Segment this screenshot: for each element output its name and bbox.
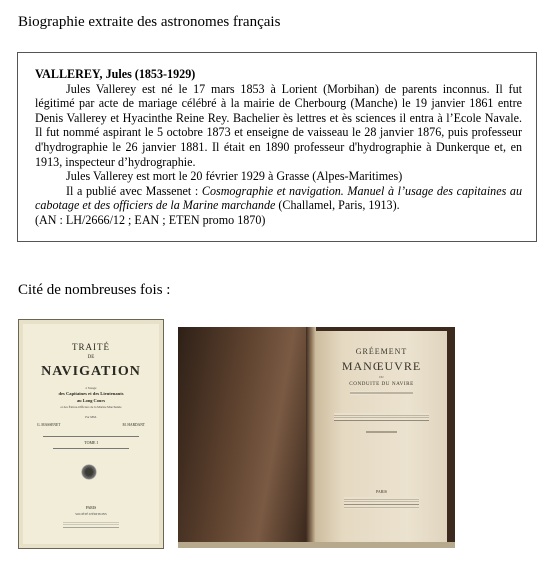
book-cover-traite-de-navigation: [18, 319, 164, 549]
book-photo-greement-manoeuvre: [178, 327, 455, 548]
bio-p3-prefix: Il a publié avec Massenet :: [66, 183, 202, 198]
book2-publisher: PARIS: [376, 489, 387, 494]
cited-heading: Cité de nombreuses fois :: [18, 282, 171, 298]
bio-p3-suffix: (Challamel, Paris, 1913).: [275, 198, 400, 213]
biography-box: [17, 52, 537, 242]
bio-name: VALLEREY, Jules (1853-1929): [35, 67, 196, 81]
bio-paragraph-3: [35, 184, 522, 213]
book1-author1: G. MASSENET: [37, 423, 61, 427]
book2-line4: CONDUITE DU NAVIRE: [349, 381, 414, 387]
book1-line7: et des Élèves-Officiers de la Marine Marchande: [60, 405, 122, 409]
book1-line8: Par MM.: [85, 415, 97, 419]
book1-line3: NAVIGATION: [41, 364, 141, 379]
book1-city: PARIS: [85, 506, 97, 510]
book1-publisher: SOCIÉTÉ D'ÉDITIONS: [75, 512, 107, 516]
book1-line2: DE: [87, 355, 95, 360]
book1-line6: au Long Cours: [76, 398, 106, 403]
bio-source-heading: Biographie extraite des astronomes français: [18, 14, 281, 30]
book2-line1: GRÉEMENT: [355, 347, 408, 356]
book2-tome-line: [366, 431, 397, 433]
book1-emblem-icon: [81, 464, 97, 480]
book1-author2: M. HARDANT: [122, 423, 145, 427]
book2-page-edges: [178, 542, 455, 548]
book2-line3: DU: [379, 375, 384, 379]
book2-leather-cover: [178, 327, 306, 548]
book1-divider-2: [53, 448, 129, 449]
book1-address-lines: [63, 520, 119, 530]
bio-references: (AN : LH/2666/12 ; EAN ; ETEN promo 1870): [35, 212, 266, 227]
book2-address-lines: [344, 497, 419, 509]
book1-line4: à l'usage: [85, 386, 97, 390]
book2-title-page: [316, 331, 447, 543]
bio-paragraph-1: Jules Vallerey est né le 17 mars 1853 à Lorient (Morbihan) de parents inconnus. Il fut légitimé par acte de mariage célébré à la mairie de Cherbourg (Manche) le 19 janvier 1861 entre Denis Vallerey et Hyacinthe Reine Rey. Bachelier ès lettres et ès sciences il entra à l’Ecole Navale. Il fut nommé aspirant le 5 octobre 1873 et enseigne de vaisseau le 28 janvier 1876, puis professeur d'hydrographie le 26 janvier 1881. Il était en 1890 professeur d'hydrographie à Dunkerque et, en 1913, inspecteur d’hydrographie.: [35, 81, 522, 169]
bio-paragraph-2: Jules Vallerey est mort le 20 février 1929 à Grasse (Alpes-Maritimes): [66, 169, 403, 184]
book2-line2: MANŒUVRE: [341, 359, 422, 373]
book1-title-page: [23, 324, 159, 544]
book1-line1: TRAITÉ: [72, 342, 110, 352]
book1-line5: des Capitaines et des Lieutenants: [58, 391, 124, 396]
book1-tome: TOME I: [84, 440, 98, 445]
book2-authors-lines: [334, 413, 429, 421]
book2-subtitle-lines: [350, 391, 413, 395]
book2-spine: [306, 327, 316, 548]
bio-book-title: Cosmographie et navigation. Manuel à l’usage des capitaines au cabotage et des officiers de la Marine marchande: [35, 183, 523, 213]
book1-divider: [43, 436, 139, 437]
